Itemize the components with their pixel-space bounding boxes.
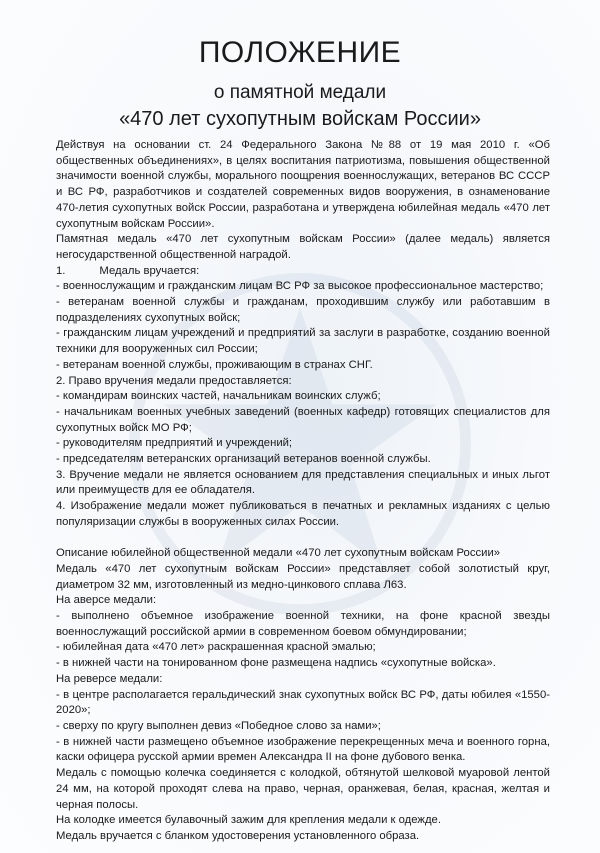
list-item: - в нижней части размещено объемное изображение перекрещенных меча и военного горна, каски офицера русской армии времен Александра II на фоне дубового венка. xyxy=(56,735,550,764)
page-title: ПОЛОЖЕНИЕ xyxy=(198,36,402,69)
certificate-paragraph: Медаль вручается с бланком удостоверения установленного образа. xyxy=(56,829,420,842)
page-subtitle: о памятной медали xyxy=(213,82,387,103)
medal-name: «470 лет сухопутным войскам России» xyxy=(119,108,481,130)
clasp-paragraph: На колодке имеется булавочный зажим для крепления медали к одежде. xyxy=(56,814,441,827)
obverse-heading: На аверсе медали: xyxy=(56,594,157,607)
list-item: - в нижней части на тонированном фоне размещена надпись «сухопутные войска». xyxy=(56,657,496,670)
section-3: 3. Вручение медали не является основанием для представления специальных и иных льгот или преимуществ для ее обладателя. xyxy=(56,468,550,497)
section-1-heading: 1. Медаль вручается: xyxy=(56,264,200,277)
section-4: 4. Изображение медали может публиковаться в печатных и рекламных изданиях с целью популяризации службы в вооруженных силах России. xyxy=(56,500,550,528)
list-item: - выполнено объемное изображение военной техники, на фоне красной звезды военнослужащий российской армии в современном боевом обмундировании; xyxy=(56,610,550,638)
document-body xyxy=(56,138,550,845)
list-item: - командирам воинских частей, начальникам воинских служб; xyxy=(56,390,381,403)
reverse-heading: На реверсе медали: xyxy=(56,672,163,685)
list-item: - ветеранам военной службы, проживающим в странах СНГ. xyxy=(56,358,373,371)
intro-paragraph: Действуя на основании ст. 24 Федерального Закона №88 от 19 мая 2010 г. «Об общественных объединениях», в целях воспитания патриотизма, повышения общественной значимости военной службы, морального поощрения военнослужащих, ветеранов ВС СССР и ВС РФ, разработчиков и создателей современных видов вооружения, в ознаменование 470-летия сухопутных войск России, разработана и утверждена юбилейная медаль «470 лет сухопутным войскам России». xyxy=(56,139,550,230)
section-2-heading: 2. Право вручения медали предоставляется: xyxy=(56,374,292,387)
description-paragraph: Медаль «470 лет сухопутным войскам России» представляет собой золотистый круг, диаметром 32 мм, изготовленный из медно-цинкового сплава Л63. xyxy=(56,562,550,591)
list-item: - начальникам военных учебных заведений (военных кафедр) готовящих специалистов для сухопутных войск МО РФ; xyxy=(56,405,550,434)
list-item: - военнослужащим и гражданским лицам ВС РФ за высокое профессиональное мастерство; xyxy=(56,280,544,293)
status-paragraph: Памятная медаль «470 лет сухопутным войскам России» (далее медаль) является негосударственной общественной наградой. xyxy=(56,233,550,261)
list-item: - председателям ветеранских организаций ветеранов военной службы. xyxy=(56,453,431,466)
list-item: - сверху по кругу выполнен девиз «Победное слово за нами»; xyxy=(56,720,381,732)
list-item: - руководителям предприятий и учреждений; xyxy=(56,437,293,450)
description-heading: Описание юбилейной общественной медали «470 лет сухопутным войскам России» xyxy=(56,547,501,560)
ribbon-paragraph: Медаль с помощью колечка соединяется с колодкой, обтянутой шелковой муаровой лентой 24 мм, на которой проходят слева на право, черная, оранжевая, белая, красная, желтая и черная полосы. xyxy=(56,767,550,811)
list-item: - в центре располагается геральдический знак сухопутных войск ВС РФ, даты юбилея «1550-2020»; xyxy=(56,688,550,717)
list-item: - юбилейная дата «470 лет» раскрашенная красной эмалью; xyxy=(56,641,376,654)
list-item: - гражданским лицам учреждений и предприятий за заслуги в разработке, созданию военной техники для вооруженных сил России; xyxy=(56,327,550,356)
list-item: - ветеранам военной службы и гражданам, проходившим службу или работавшим в подразделениях сухопутных войск; xyxy=(56,296,550,324)
